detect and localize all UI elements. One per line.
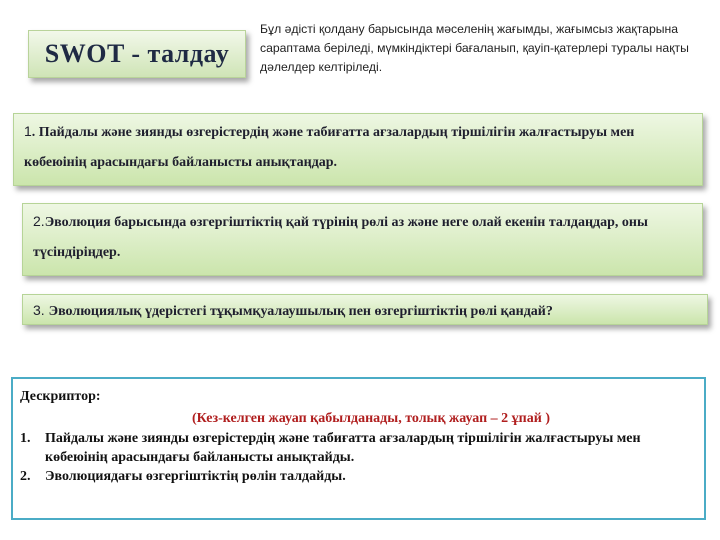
task-text: Эволюция барысында өзгергіштіктің қай түрінің рөлі аз және неге олай екенін талдаңдар, оны түсіндіріңдер. <box>33 215 648 260</box>
descriptor-note: (Кез-келген жауап қабылданады, толық жауап – 2 ұпай ) <box>192 411 550 426</box>
page-title: SWOT - талдау <box>28 30 246 78</box>
list-marker: 2. <box>20 469 31 484</box>
list-item-text: Эволюциядағы өзгергіштіктің рөлін талдайды. <box>45 469 346 484</box>
task-card-2 <box>22 203 703 276</box>
descriptor-heading: Дескриптор: <box>20 389 101 404</box>
descriptor-box <box>11 377 706 520</box>
task-card-3 <box>22 294 708 325</box>
list-marker: 1. <box>20 431 31 446</box>
task-card-1 <box>13 113 703 186</box>
list-item-text: Пайдалы және зиянды өзгерістердің және табиғатта ағзалардың тіршілігін жалғастыруы мен көбеюінің арасындағы байланысты анықтайды. <box>45 431 641 465</box>
task-number: 1 <box>24 123 32 139</box>
task-number: 3. <box>33 302 49 318</box>
intro-text: Бұл әдісті қолдану барысында мәселенің жағымды, жағымсыз жақтарына сараптама беріледі, мүмкіндіктері бағаланып, қауіп-қатерлері туралы нақты дәлелдер келтіріледі. <box>260 22 689 74</box>
task-text: Эволюциялық үдерістегі тұқымқуалаушылық пен өзгергіштіктің рөлі қандай? <box>48 304 553 319</box>
list-item <box>20 429 697 467</box>
task-number: 2. <box>33 213 45 229</box>
descriptor-list <box>20 429 697 486</box>
list-item <box>20 467 697 486</box>
task-text: . Пайдалы және зиянды өзгерістердің және табиғатта ағзалардың тіршілігін жалғастыруы мен көбеюінің арасындағы байланысты анықтаңдар. <box>24 125 635 170</box>
